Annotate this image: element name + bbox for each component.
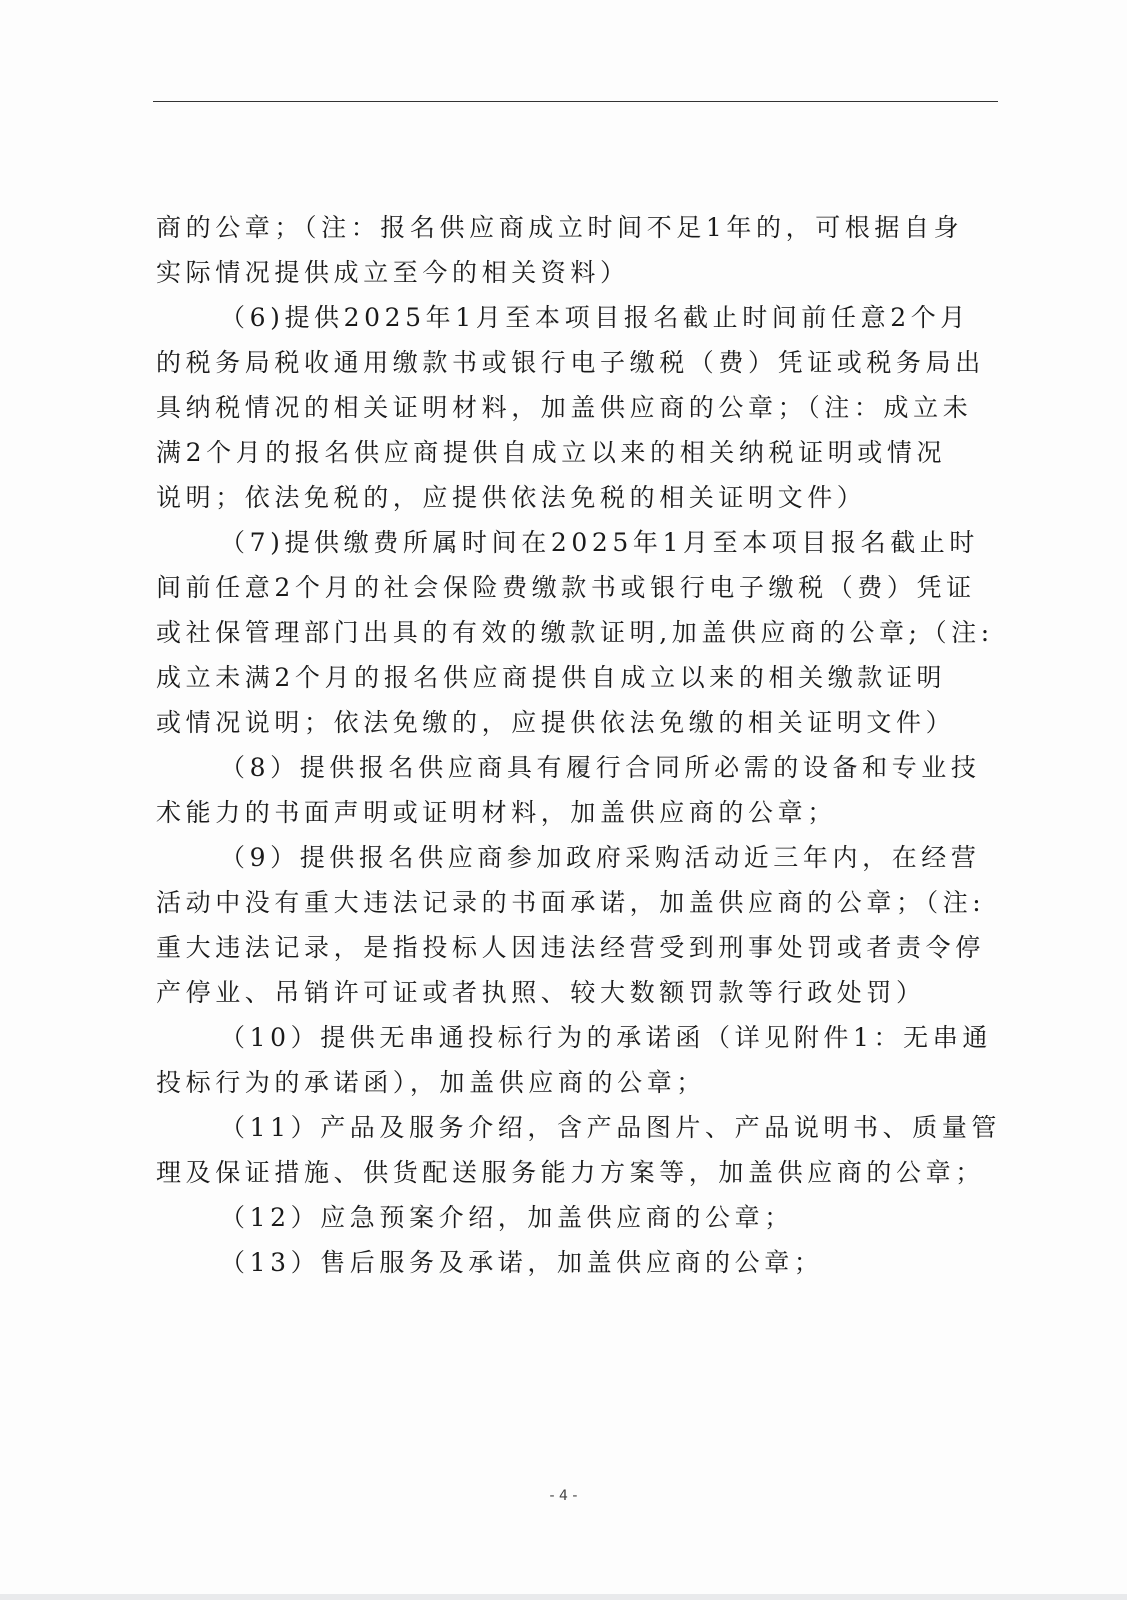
text-line: （9）提供报名供应商参加政府采购活动近三年内，在经营 [220, 843, 981, 872]
text-line: 实际情况提供成立至今的相关资料） [156, 258, 630, 287]
text-line: （8）提供报名供应商具有履行合同所必需的设备和专业技 [220, 753, 981, 782]
text-line: 理及保证措施、供货配送服务能力方案等，加盖供应商的公章； [156, 1158, 985, 1187]
text-line: 成立未满2个月的报名供应商提供自成立以来的相关缴款证明 [156, 663, 947, 692]
text-line: （13）售后服务及承诺，加盖供应商的公章； [220, 1248, 824, 1277]
page-number: - 4 - [549, 1488, 578, 1504]
text-line: 间前任意2个月的社会保险费缴款书或银行电子缴税（费）凭证 [156, 573, 976, 602]
text-line: 投标行为的承诺函），加盖供应商的公章； [156, 1068, 706, 1097]
text-line: 活动中没有重大违法记录的书面承诺，加盖供应商的公章；（注: [156, 888, 986, 917]
text-line: 满2个月的报名供应商提供自成立以来的相关纳税证明或情况 [156, 438, 947, 467]
scan-edge [0, 1594, 1127, 1600]
text-line: 产停业、吊销许可证或者执照、较大数额罚款等行政处罚） [156, 978, 926, 1007]
text-line: 的税务局税收通用缴款书或银行电子缴税（费）凭证或税务局出 [156, 348, 985, 377]
text-line: （12）应急预案介绍，加盖供应商的公章； [220, 1203, 794, 1232]
text-line: 商的公章；（注：报名供应商成立时间不足1年的，可根据自身 [156, 213, 964, 242]
document-body [156, 205, 1002, 1285]
text-line: （10）提供无串通投标行为的承诺函（详见附件1：无串通 [220, 1023, 992, 1052]
text-line: 说明；依法免税的，应提供依法免税的相关证明文件） [156, 483, 867, 512]
text-line: 或社保管理部门出具的有效的缴款证明,加盖供应商的公章;（注: [156, 618, 994, 647]
text-line: 重大违法记录，是指投标人因违法经营受到刑事处罚或者责令停 [156, 933, 985, 962]
text-line: 具纳税情况的相关证明材料，加盖供应商的公章；（注：成立未 [156, 393, 973, 422]
text-line: 术能力的书面声明或证明材料，加盖供应商的公章； [156, 798, 837, 827]
text-line: （6)提供2025年1月至本项目报名截止时间前任意2个月 [220, 303, 970, 332]
text-line: （7)提供缴费所属时间在2025年1月至本项目报名截止时 [220, 528, 979, 557]
header-rule [153, 101, 998, 102]
text-line: （11）产品及服务介绍，含产品图片、产品说明书、质量管 [220, 1113, 1002, 1142]
text-line: 或情况说明；依法免缴的，应提供依法免缴的相关证明文件） [156, 708, 956, 737]
